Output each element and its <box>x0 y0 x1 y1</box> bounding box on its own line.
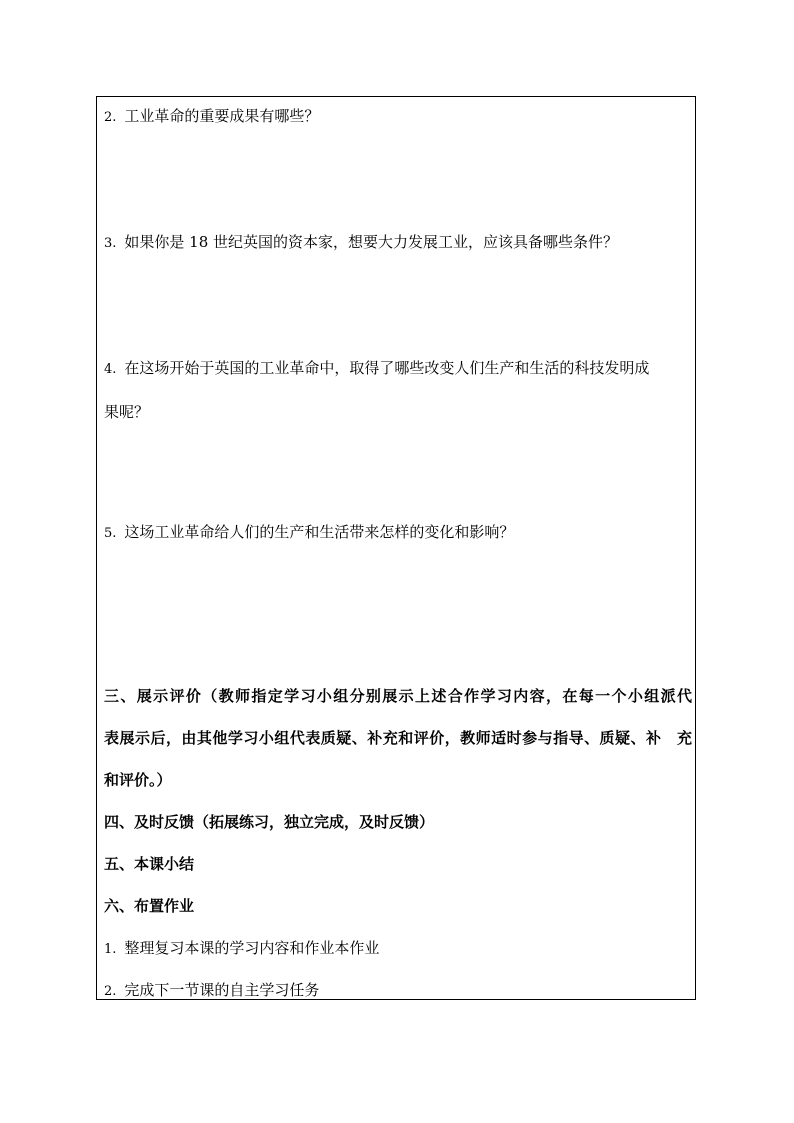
homework-number: 2. <box>104 984 117 999</box>
section-timely-feedback: 四、及时反馈（拓展练习，独立完成，及时反馈） <box>104 813 435 831</box>
question-text: 工业革命的重要成果有哪些？ <box>124 107 320 125</box>
question-number: 5. <box>104 526 117 541</box>
section-display-evaluation-line1: 三、展示评价（教师指定学习小组分别展示上述合作学习内容，在每一个小组派代 <box>104 687 692 705</box>
question-2 <box>104 106 319 128</box>
question-number: 2. <box>104 110 117 125</box>
question-number: 4. <box>104 362 117 377</box>
question-text: 这场工业革命给人们的生产和生活带来怎样的变化和影响？ <box>124 523 515 541</box>
homework-item-1 <box>104 938 379 960</box>
homework-text: 完成下一节课的自主学习任务 <box>124 981 320 999</box>
question-number: 3. <box>104 236 117 251</box>
question-5 <box>104 522 514 544</box>
section-display-evaluation-line2: 表展示后，由其他学习小组代表质疑、补充和评价，教师适时参与指导、质疑、补 充 <box>104 729 692 747</box>
homework-item-2 <box>104 980 319 1002</box>
question-4-continuation: 果呢？ <box>104 403 150 421</box>
question-3 <box>104 232 618 254</box>
homework-number: 1. <box>104 942 117 957</box>
section-homework: 六、布置作业 <box>104 897 195 915</box>
section-lesson-summary: 五、本课小结 <box>104 855 195 873</box>
question-text: 在这场开始于英国的工业革命中，取得了哪些改变人们生产和生活的科技发明成 <box>124 359 650 377</box>
homework-text: 整理复习本课的学习内容和作业本作业 <box>124 939 380 957</box>
question-4 <box>104 358 649 380</box>
question-text: 如果你是 18 世纪英国的资本家，想要大力发展工业，应该具备哪些条件？ <box>124 233 619 251</box>
section-display-evaluation-line3: 和评价。） <box>104 771 172 789</box>
